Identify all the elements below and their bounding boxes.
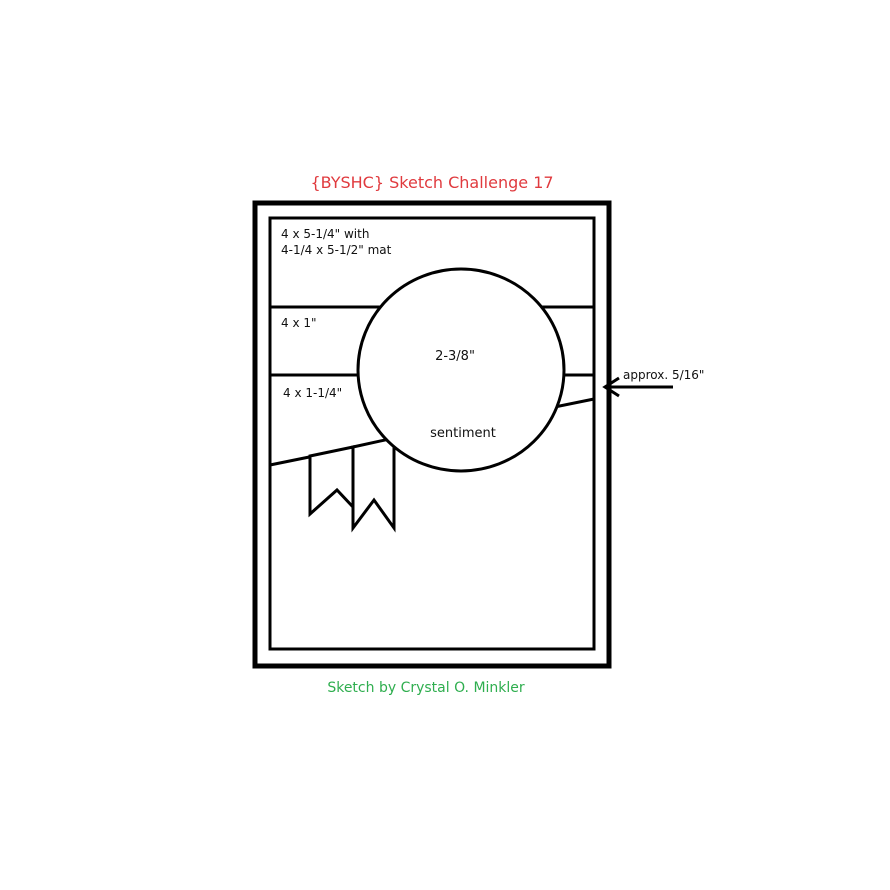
banner-flag-left [310,447,353,514]
sentiment-label: sentiment [430,426,496,441]
mat-label-line1: 4 x 5-1/4" with [281,227,370,241]
mat-label-line2: 4-1/4 x 5-1/2" mat [281,243,392,257]
strip-2-label: 4 x 1-1/4" [283,386,343,400]
banner-flag-right [353,438,394,528]
offset-note-label: approx. 5/16" [623,368,705,382]
sketch-title: {BYSHC} Sketch Challenge 17 [310,173,554,192]
circle-size-label: 2-3/8" [435,349,475,364]
sketch-credit: Sketch by Crystal O. Minkler [327,680,525,696]
strip-1-label: 4 x 1" [281,316,317,330]
